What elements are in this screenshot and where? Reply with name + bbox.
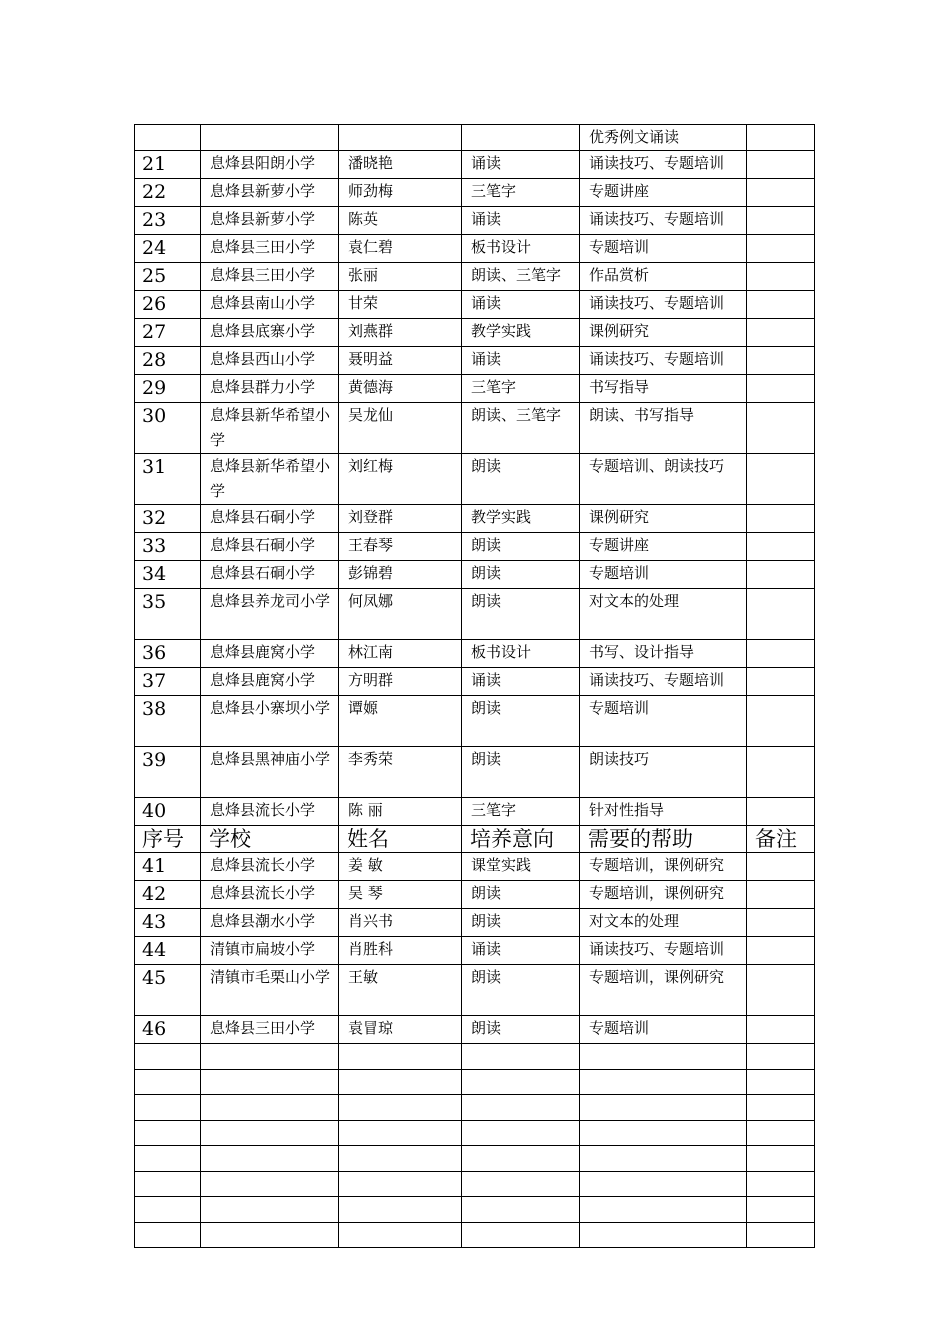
blank-cell	[339, 1044, 462, 1070]
school-cell: 息烽县石硐小学	[201, 561, 339, 589]
training-intent-cell: 诵读	[462, 151, 580, 179]
help-needed-cell: 诵读技巧、专题培训	[580, 291, 747, 319]
help-needed-cell: 专题培训	[580, 561, 747, 589]
help-needed-cell: 专题培训，课例研究	[580, 965, 747, 1016]
help-needed-cell: 书写、设计指导	[580, 640, 747, 668]
name-cell: 张丽	[339, 263, 462, 291]
name-cell: 姜 敏	[339, 853, 462, 881]
serial-number-cell: 43	[135, 909, 201, 937]
blank-cell	[135, 1120, 201, 1146]
name-cell: 刘登群	[339, 505, 462, 533]
header-help-needed: 需要的帮助	[580, 826, 747, 853]
remarks-cell	[747, 291, 815, 319]
table-row	[135, 125, 815, 151]
name-cell: 何凤娜	[339, 589, 462, 640]
blank-cell	[339, 1095, 462, 1121]
remarks-cell	[747, 696, 815, 747]
blank-cell	[339, 1069, 462, 1095]
blank-cell	[462, 1095, 580, 1121]
serial-number-cell: 24	[135, 235, 201, 263]
training-intent-cell: 朗读	[462, 696, 580, 747]
help-needed-cell: 朗读、书写指导	[580, 403, 747, 454]
remarks-cell	[747, 263, 815, 291]
blank-cell	[747, 1095, 815, 1121]
serial-number-cell: 35	[135, 589, 201, 640]
remarks-cell	[747, 151, 815, 179]
blank-cell	[580, 1171, 747, 1197]
name-cell: 陈英	[339, 207, 462, 235]
school-cell: 息烽县黑神庙小学	[201, 747, 339, 798]
training-intent-cell: 朗读	[462, 589, 580, 640]
name-cell: 陈 丽	[339, 798, 462, 826]
blank-cell	[462, 1069, 580, 1095]
blank-cell	[135, 1171, 201, 1197]
header-school: 学校	[201, 826, 339, 853]
training-intent-cell: 朗读、三笔字	[462, 403, 580, 454]
name-cell: 刘燕群	[339, 319, 462, 347]
remarks-cell	[747, 747, 815, 798]
blank-cell	[201, 1044, 339, 1070]
remarks-cell	[747, 207, 815, 235]
school-cell: 息烽县流长小学	[201, 798, 339, 826]
name-cell: 林江南	[339, 640, 462, 668]
school-cell: 清镇市毛栗山小学	[201, 965, 339, 1016]
table-row	[135, 151, 815, 179]
school-cell: 息烽县群力小学	[201, 375, 339, 403]
table-row	[135, 909, 815, 937]
table-row	[135, 747, 815, 798]
blank-row	[135, 1171, 815, 1197]
school-cell: 息烽县流长小学	[201, 853, 339, 881]
name-cell: 甘荣	[339, 291, 462, 319]
blank-cell	[462, 1171, 580, 1197]
serial-number-cell: 28	[135, 347, 201, 375]
help-needed-cell: 课例研究	[580, 319, 747, 347]
table-body	[135, 125, 815, 1248]
school-cell: 清镇市扁坡小学	[201, 937, 339, 965]
serial-number-cell: 29	[135, 375, 201, 403]
serial-number-cell: 22	[135, 179, 201, 207]
blank-cell	[135, 1069, 201, 1095]
header-remarks: 备注	[747, 826, 815, 853]
name-cell: 黄德海	[339, 375, 462, 403]
blank-cell	[339, 1146, 462, 1172]
name-cell	[339, 125, 462, 151]
blank-cell	[462, 1120, 580, 1146]
table-row	[135, 561, 815, 589]
remarks-cell	[747, 640, 815, 668]
blank-cell	[201, 1095, 339, 1121]
table-row	[135, 696, 815, 747]
help-needed-cell: 专题培训	[580, 696, 747, 747]
table-row	[135, 937, 815, 965]
school-cell	[201, 125, 339, 151]
remarks-cell	[747, 909, 815, 937]
serial-number-cell: 46	[135, 1016, 201, 1044]
school-cell: 息烽县西山小学	[201, 347, 339, 375]
blank-cell	[747, 1222, 815, 1248]
training-intent-cell: 教学实践	[462, 505, 580, 533]
blank-cell	[747, 1120, 815, 1146]
serial-number-cell: 45	[135, 965, 201, 1016]
registration-table	[134, 124, 815, 1248]
remarks-cell	[747, 319, 815, 347]
help-needed-cell: 朗读技巧	[580, 747, 747, 798]
name-cell: 吴 琴	[339, 881, 462, 909]
blank-row	[135, 1197, 815, 1223]
blank-cell	[462, 1146, 580, 1172]
help-needed-cell: 诵读技巧、专题培训	[580, 347, 747, 375]
training-intent-cell	[462, 125, 580, 151]
remarks-cell	[747, 881, 815, 909]
school-cell: 息烽县三田小学	[201, 1016, 339, 1044]
school-cell: 息烽县小寨坝小学	[201, 696, 339, 747]
blank-cell	[580, 1222, 747, 1248]
name-cell: 袁冒琼	[339, 1016, 462, 1044]
help-needed-cell: 专题培训，课例研究	[580, 853, 747, 881]
school-cell: 息烽县石硐小学	[201, 533, 339, 561]
blank-row	[135, 1044, 815, 1070]
serial-number-cell: 44	[135, 937, 201, 965]
help-needed-cell: 专题培训	[580, 235, 747, 263]
serial-number-cell: 33	[135, 533, 201, 561]
school-cell: 息烽县鹿窝小学	[201, 640, 339, 668]
blank-cell	[462, 1222, 580, 1248]
help-needed-cell: 专题培训、朗读技巧	[580, 454, 747, 505]
name-cell: 谭嫄	[339, 696, 462, 747]
table-row	[135, 965, 815, 1016]
training-intent-cell: 三笔字	[462, 798, 580, 826]
remarks-cell	[747, 347, 815, 375]
blank-row	[135, 1120, 815, 1146]
blank-cell	[201, 1069, 339, 1095]
school-cell: 息烽县底寨小学	[201, 319, 339, 347]
help-needed-cell: 诵读技巧、专题培训	[580, 207, 747, 235]
table-row	[135, 640, 815, 668]
serial-number-cell: 40	[135, 798, 201, 826]
table-row	[135, 881, 815, 909]
training-intent-cell: 朗读	[462, 533, 580, 561]
training-intent-cell: 诵读	[462, 347, 580, 375]
remarks-cell	[747, 853, 815, 881]
header-serial-number: 序号	[135, 826, 201, 853]
name-cell: 吴龙仙	[339, 403, 462, 454]
school-cell: 息烽县石硐小学	[201, 505, 339, 533]
blank-cell	[580, 1069, 747, 1095]
table-row	[135, 533, 815, 561]
serial-number-cell	[135, 125, 201, 151]
training-intent-cell: 朗读	[462, 747, 580, 798]
blank-cell	[339, 1222, 462, 1248]
school-cell: 息烽县养龙司小学	[201, 589, 339, 640]
table-row	[135, 853, 815, 881]
blank-cell	[580, 1146, 747, 1172]
name-cell: 李秀荣	[339, 747, 462, 798]
school-cell: 息烽县潮水小学	[201, 909, 339, 937]
school-cell: 息烽县新华希望小学	[201, 403, 339, 454]
remarks-cell	[747, 505, 815, 533]
table-row	[135, 291, 815, 319]
name-cell: 袁仁碧	[339, 235, 462, 263]
remarks-cell	[747, 561, 815, 589]
help-needed-cell: 专题培训，课例研究	[580, 881, 747, 909]
remarks-cell	[747, 937, 815, 965]
serial-number-cell: 38	[135, 696, 201, 747]
serial-number-cell: 34	[135, 561, 201, 589]
training-intent-cell: 诵读	[462, 668, 580, 696]
blank-cell	[135, 1146, 201, 1172]
help-needed-cell: 诵读技巧、专题培训	[580, 937, 747, 965]
blank-row	[135, 1222, 815, 1248]
blank-cell	[747, 1044, 815, 1070]
training-intent-cell: 朗读、三笔字	[462, 263, 580, 291]
serial-number-cell: 37	[135, 668, 201, 696]
training-intent-cell: 朗读	[462, 909, 580, 937]
name-cell: 肖胜科	[339, 937, 462, 965]
table-row	[135, 798, 815, 826]
remarks-cell	[747, 798, 815, 826]
help-needed-cell: 优秀例文诵读	[580, 125, 747, 151]
training-intent-cell: 板书设计	[462, 235, 580, 263]
name-cell: 王春琴	[339, 533, 462, 561]
school-cell: 息烽县鹿窝小学	[201, 668, 339, 696]
training-intent-cell: 板书设计	[462, 640, 580, 668]
name-cell: 方明群	[339, 668, 462, 696]
blank-cell	[580, 1120, 747, 1146]
remarks-cell	[747, 589, 815, 640]
blank-cell	[135, 1095, 201, 1121]
name-cell: 彭锦碧	[339, 561, 462, 589]
school-cell: 息烽县三田小学	[201, 263, 339, 291]
blank-cell	[201, 1171, 339, 1197]
blank-cell	[747, 1171, 815, 1197]
serial-number-cell: 36	[135, 640, 201, 668]
training-intent-cell: 课堂实践	[462, 853, 580, 881]
remarks-cell	[747, 403, 815, 454]
table-row	[135, 668, 815, 696]
name-cell: 刘红梅	[339, 454, 462, 505]
table-row	[135, 263, 815, 291]
blank-cell	[201, 1120, 339, 1146]
help-needed-cell: 诵读技巧、专题培训	[580, 151, 747, 179]
table-row	[135, 347, 815, 375]
serial-number-cell: 32	[135, 505, 201, 533]
remarks-cell	[747, 375, 815, 403]
school-cell: 息烽县三田小学	[201, 235, 339, 263]
serial-number-cell: 23	[135, 207, 201, 235]
help-needed-cell: 作品赏析	[580, 263, 747, 291]
table-row	[135, 589, 815, 640]
training-intent-cell: 诵读	[462, 207, 580, 235]
blank-cell	[201, 1146, 339, 1172]
name-cell: 肖兴书	[339, 909, 462, 937]
table-row	[135, 207, 815, 235]
serial-number-cell: 25	[135, 263, 201, 291]
remarks-cell	[747, 965, 815, 1016]
blank-cell	[462, 1044, 580, 1070]
blank-cell	[135, 1222, 201, 1248]
serial-number-cell: 26	[135, 291, 201, 319]
blank-cell	[339, 1120, 462, 1146]
help-needed-cell: 针对性指导	[580, 798, 747, 826]
blank-cell	[135, 1044, 201, 1070]
remarks-cell	[747, 668, 815, 696]
help-needed-cell: 专题讲座	[580, 179, 747, 207]
table-row	[135, 1016, 815, 1044]
training-intent-cell: 三笔字	[462, 375, 580, 403]
remarks-cell	[747, 1016, 815, 1044]
blank-cell	[747, 1146, 815, 1172]
school-cell: 息烽县新萝小学	[201, 179, 339, 207]
training-intent-cell: 诵读	[462, 937, 580, 965]
blank-cell	[339, 1197, 462, 1223]
blank-cell	[747, 1069, 815, 1095]
help-needed-cell: 专题培训	[580, 1016, 747, 1044]
school-cell: 息烽县阳朗小学	[201, 151, 339, 179]
serial-number-cell: 21	[135, 151, 201, 179]
blank-cell	[580, 1197, 747, 1223]
blank-row	[135, 1069, 815, 1095]
help-needed-cell: 课例研究	[580, 505, 747, 533]
school-cell: 息烽县南山小学	[201, 291, 339, 319]
remarks-cell	[747, 125, 815, 151]
training-intent-cell: 教学实践	[462, 319, 580, 347]
training-intent-cell: 朗读	[462, 1016, 580, 1044]
blank-cell	[135, 1197, 201, 1223]
remarks-cell	[747, 454, 815, 505]
serial-number-cell: 30	[135, 403, 201, 454]
table-row	[135, 505, 815, 533]
training-intent-cell: 三笔字	[462, 179, 580, 207]
table-row	[135, 235, 815, 263]
school-cell: 息烽县新华希望小学	[201, 454, 339, 505]
school-cell: 息烽县新萝小学	[201, 207, 339, 235]
training-intent-cell: 朗读	[462, 454, 580, 505]
remarks-cell	[747, 533, 815, 561]
help-needed-cell: 诵读技巧、专题培训	[580, 668, 747, 696]
name-cell: 聂明益	[339, 347, 462, 375]
serial-number-cell: 42	[135, 881, 201, 909]
blank-cell	[580, 1044, 747, 1070]
serial-number-cell: 31	[135, 454, 201, 505]
serial-number-cell: 41	[135, 853, 201, 881]
name-cell: 王敏	[339, 965, 462, 1016]
table-row	[135, 375, 815, 403]
help-needed-cell: 对文本的处理	[580, 909, 747, 937]
blank-row	[135, 1146, 815, 1172]
blank-cell	[201, 1222, 339, 1248]
blank-cell	[580, 1095, 747, 1121]
header-row	[135, 826, 815, 853]
blank-cell	[747, 1197, 815, 1223]
header-name: 姓名	[339, 826, 462, 853]
serial-number-cell: 27	[135, 319, 201, 347]
serial-number-cell: 39	[135, 747, 201, 798]
header-training-intent: 培养意向	[462, 826, 580, 853]
training-intent-cell: 诵读	[462, 291, 580, 319]
blank-cell	[201, 1197, 339, 1223]
training-intent-cell: 朗读	[462, 965, 580, 1016]
table-row	[135, 319, 815, 347]
help-needed-cell: 专题讲座	[580, 533, 747, 561]
training-intent-cell: 朗读	[462, 561, 580, 589]
name-cell: 师劲梅	[339, 179, 462, 207]
table-row	[135, 454, 815, 505]
school-cell: 息烽县流长小学	[201, 881, 339, 909]
blank-cell	[462, 1197, 580, 1223]
name-cell: 潘晓艳	[339, 151, 462, 179]
training-intent-cell: 朗读	[462, 881, 580, 909]
blank-row	[135, 1095, 815, 1121]
remarks-cell	[747, 235, 815, 263]
help-needed-cell: 书写指导	[580, 375, 747, 403]
table-row	[135, 403, 815, 454]
help-needed-cell: 对文本的处理	[580, 589, 747, 640]
remarks-cell	[747, 179, 815, 207]
table-row	[135, 179, 815, 207]
blank-cell	[339, 1171, 462, 1197]
